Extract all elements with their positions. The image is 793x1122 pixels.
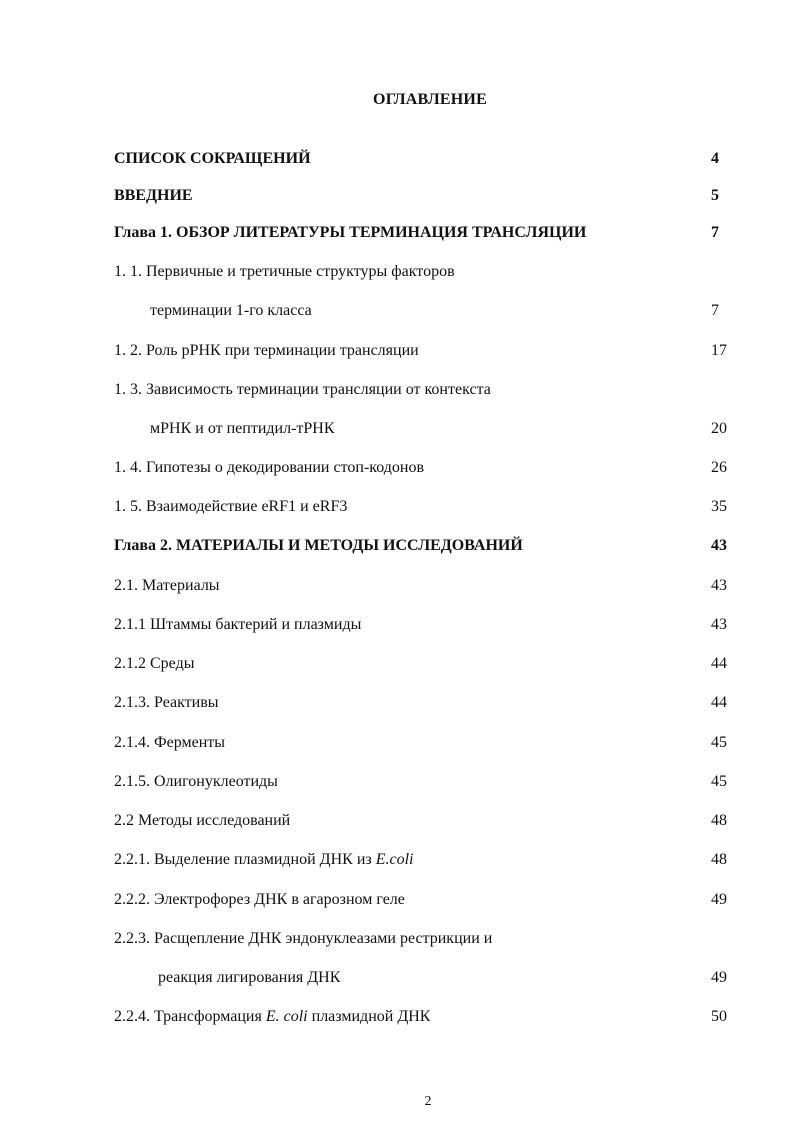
toc-entry bbox=[0, 535, 793, 557]
toc-entry bbox=[0, 889, 793, 911]
toc-entry bbox=[0, 261, 793, 283]
toc-entry-text: 2.1.4. Ферменты bbox=[114, 734, 226, 751]
toc-entry-text: реакция лигирования ДНК bbox=[158, 969, 341, 986]
toc-entry bbox=[0, 496, 793, 518]
toc-entry-page: 45 bbox=[711, 734, 727, 751]
toc-entry-text: 2.2.1. Выделение плазмидной ДНК из E.coli bbox=[114, 851, 414, 868]
toc-entry-page: 35 bbox=[711, 498, 727, 515]
toc-entry-text: 2.2 Методы исследований bbox=[114, 812, 291, 829]
toc-entry-text: 1. 1. Первичные и третичные структуры факторов bbox=[114, 263, 455, 280]
toc-entry bbox=[0, 185, 793, 207]
toc-entry-text: 2.1.3. Реактивы bbox=[114, 694, 219, 711]
toc-title: ОГЛАВЛЕНИЕ bbox=[373, 91, 487, 108]
toc-entry-page: 7 bbox=[711, 302, 719, 319]
toc-entry bbox=[0, 222, 793, 244]
toc-entry-text: 1. 4. Гипотезы о декодировании стоп-кодонов bbox=[114, 459, 425, 476]
toc-entry-page: 5 bbox=[711, 187, 719, 204]
toc-entry-page: 7 bbox=[711, 224, 719, 241]
toc-entry-text: СПИСОК СОКРАЩЕНИЙ bbox=[114, 150, 311, 167]
toc-entry bbox=[0, 300, 793, 322]
toc-entry-text: 1. 2. Роль рРНК при терминации трансляции bbox=[114, 342, 419, 359]
toc-entry-text: 2.2.2. Электрофорез ДНК в агарозном геле bbox=[114, 891, 405, 908]
toc-entry-text: 1. 5. Взаимодействие eRF1 и eRF3 bbox=[114, 498, 348, 515]
toc-entry-text: ВВЕДНИЕ bbox=[114, 187, 193, 204]
toc-entry-page: 43 bbox=[711, 616, 727, 633]
toc-entry bbox=[0, 418, 793, 440]
toc-entry bbox=[0, 849, 793, 871]
toc-entry-page: 49 bbox=[711, 891, 727, 908]
toc-entry-page: 48 bbox=[711, 851, 727, 868]
toc-entry-text: 2.1. Материалы bbox=[114, 577, 220, 594]
toc-entry-page: 45 bbox=[711, 773, 727, 790]
toc-entry bbox=[0, 457, 793, 479]
toc-entry-text: 2.2.3. Расщепление ДНК эндонуклеазами рестрикции и bbox=[114, 930, 493, 947]
toc-entry bbox=[0, 653, 793, 675]
toc-entry-page: 43 bbox=[711, 577, 727, 594]
toc-entry-text: терминации 1-го класса bbox=[150, 302, 312, 319]
species-name: E. coli bbox=[265, 1008, 308, 1025]
toc-entry-page: 4 bbox=[711, 150, 719, 167]
toc-entry-text: 2.1.2 Среды bbox=[114, 655, 195, 672]
toc-entry-text: Глава 2. МАТЕРИАЛЫ И МЕТОДЫ ИССЛЕДОВАНИЙ bbox=[114, 537, 523, 554]
toc-entry bbox=[0, 1006, 793, 1028]
toc-entry-text: 2.2.4. Трансформация E. coli плазмидной ДНК bbox=[114, 1008, 431, 1025]
toc-entry bbox=[0, 614, 793, 636]
toc-entry-page: 48 bbox=[711, 812, 727, 829]
toc-entry-text: 2.1.1 Штаммы бактерий и плазмиды bbox=[114, 616, 362, 633]
toc-entry-page: 50 bbox=[711, 1008, 727, 1025]
toc-entry-page: 17 bbox=[711, 342, 727, 359]
toc-entry-page: 26 bbox=[711, 459, 727, 476]
toc-entry-text: мРНК и от пептидил-тРНК bbox=[150, 420, 335, 437]
toc-entry bbox=[0, 810, 793, 832]
toc-entry-page: 44 bbox=[711, 694, 727, 711]
toc-entry bbox=[0, 340, 793, 362]
toc-entry-page: 20 bbox=[711, 420, 727, 437]
toc-entry bbox=[0, 148, 793, 170]
toc-entry bbox=[0, 967, 793, 989]
toc-entry bbox=[0, 379, 793, 401]
toc-entry bbox=[0, 732, 793, 754]
toc-entry bbox=[0, 575, 793, 597]
toc-entry-text: 1. 3. Зависимость терминации трансляции от контекста bbox=[114, 381, 491, 398]
species-name: E.coli bbox=[375, 851, 414, 868]
toc-entry-page: 49 bbox=[711, 969, 727, 986]
toc-entry-page: 44 bbox=[711, 655, 727, 672]
page-number: 2 bbox=[424, 1094, 432, 1109]
toc-entry bbox=[0, 692, 793, 714]
toc-entry bbox=[0, 928, 793, 950]
toc-entry-page: 43 bbox=[711, 537, 727, 554]
toc-entry-text: 2.1.5. Олигонуклеотиды bbox=[114, 773, 278, 790]
toc-entry bbox=[0, 771, 793, 793]
toc-entry-text: Глава 1. ОБЗОР ЛИТЕРАТУРЫ ТЕРМИНАЦИЯ ТРАНСЛЯЦИИ bbox=[114, 224, 587, 241]
